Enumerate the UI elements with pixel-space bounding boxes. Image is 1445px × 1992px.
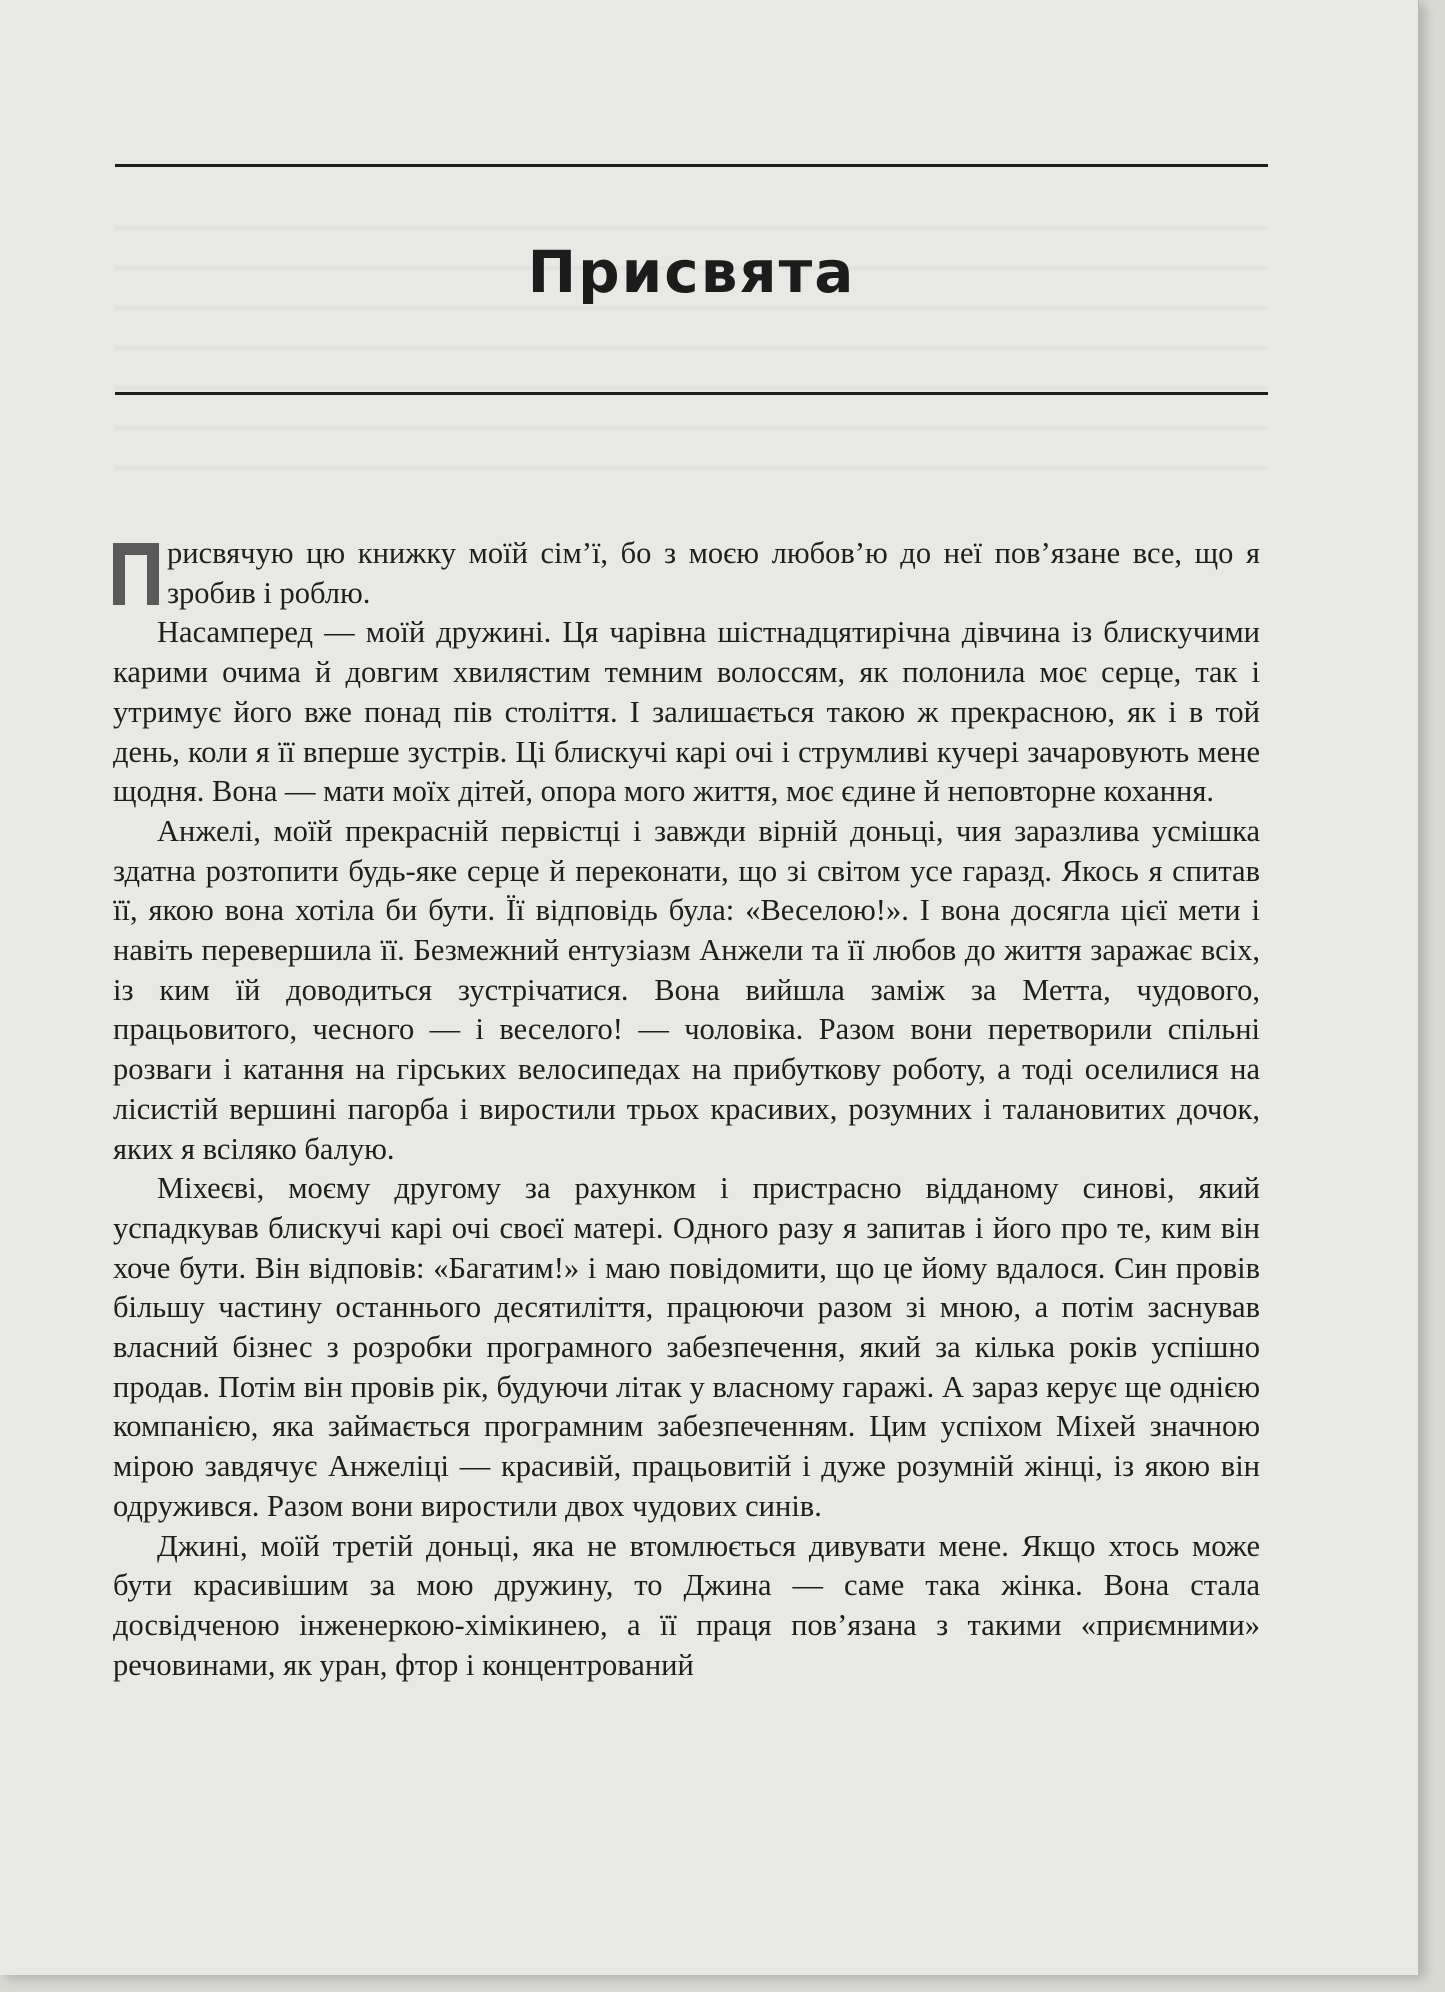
chapter-title: Присвята [527, 238, 856, 306]
bottom-rule [115, 392, 1268, 395]
top-rule [115, 164, 1268, 167]
paragraph-3: Анжелі, моїй прекрасній первістці і завжди вірній доньці, чия заразлива усмішка здатна розтопити будь-яке серце й переконати, що зі світом усе гаразд. Якось я спитав її, якою вона хотіла би бути. Її відповідь була: «Веселою!». І вона досягла цієї мети і навіть перевершила її. Безмежний ентузіазм Анжели та її любов до життя заражає всіх, із ким їй доводиться зустрічатися. Вона вийшла заміж за Метта, чудового, працьовитого, чесного — і веселого! — чоловіка. Разом вони перетворили спільні розваги і катання на гірських велосипедах на прибуткову роботу, а тоді оселилися на лісистій вершині пагорба і виростили трьох красивих, розумних і талановитих дочок, яких я всіляко балую. [113, 813, 1260, 1166]
paragraph-4: Міхеєві, моєму другому за рахунком і пристрасно відданому синові, який успадкував блискучі карі очі своєї матері. Одного разу я запитав і його про те, ким він хоче бути. Він відповів: «Багатим!» і маю повідомити, що це йому вдалося. Син провів більшу частину останнього десятиліття, працюючи разом зі мною, а потім заснував власний бізнес з розробки програмного забезпечення, який за кілька років успішно продав. Потім він провів рік, будуючи літак у власному гаражі. А зараз керує ще однією компанією, яка займається програмним забезпеченням. Цим успіхом Міхей значною мірою завдячує Анжеліці — красивій, працьовитій і дуже розумній жінці, із якою він одружився. Разом вони виростили двох чудових синів. [113, 1171, 1260, 1523]
drop-cap [113, 543, 159, 605]
dedication-text [113, 534, 1260, 1685]
paragraph-1-text: рисвячую цю книжку моїй сім’ї, бо з моєю любов’ю до неї пов’язане все, що я зробив і роблю. [167, 536, 1260, 610]
paragraph-1 [113, 534, 1260, 613]
paragraph-2: Насамперед — моїй дружині. Ця чарівна шістнадцятирічна дівчина із блискучими карими очима й довгим хвилястим темним волоссям, як полонила моє серце, так і утримує його вже понад пів століття. І залишається такою ж прекрасною, як і в той день, коли я її вперше зустрів. Ці блискучі карі очі і струмливі кучері зачаровують мене щодня. Вона — мати моїх дітей, опора мого життя, моє єдине й неповторне кохання. [113, 615, 1260, 809]
drop-cap-letter [113, 543, 114, 544]
paragraph-5: Джині, моїй третій доньці, яка не втомлюється дивувати мене. Якщо хтось може бути красивішим за мою дружину, то Джина — саме така жінка. Вона стала досвідченою інженеркою-хімікинею, а її праця пов’язана з такими «приємними» речовинами, як уран, фтор і концентрований [113, 1528, 1260, 1682]
